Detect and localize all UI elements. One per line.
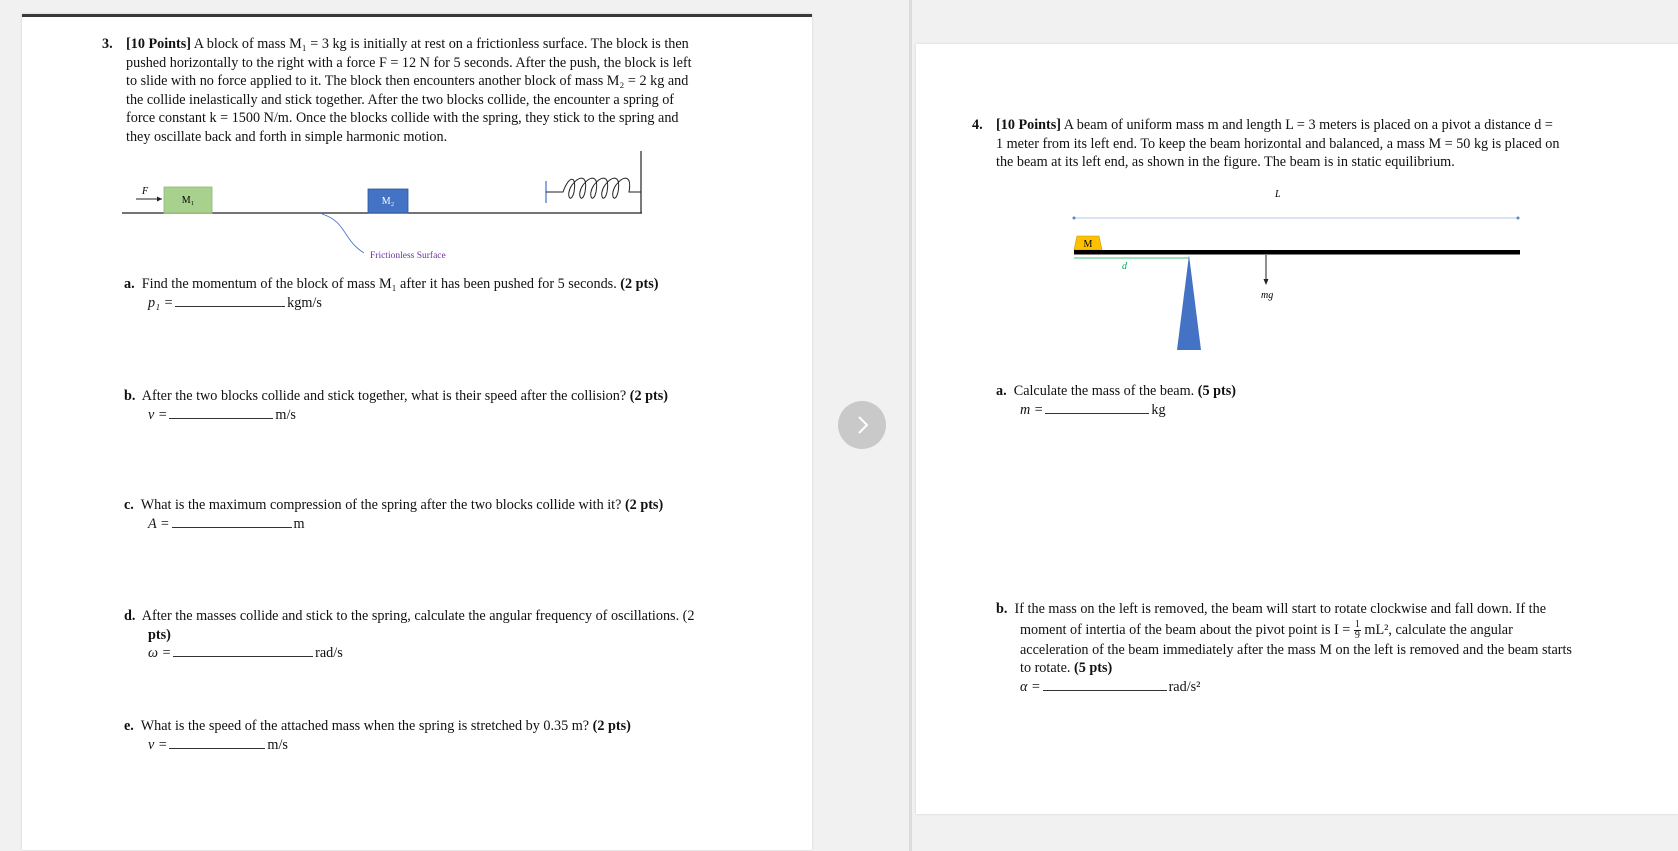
q3-figure [122,147,662,267]
part-text: moment of intertia of the beam about the pivot point is I = [1020,621,1351,638]
part-points: (5 pts) [1197,383,1236,399]
block-m2-label: M₂ [381,196,395,207]
q3-number: 3. [102,36,113,52]
part-text: What is the maximum compression of the spring after the two blocks collide with it? [140,497,622,513]
fraction: $\frac{1}{9}$ [1354,618,1360,641]
q3-line: the collide inelastically and stick together. After the two blocks collide, the encounter a spring of [126,91,675,108]
page-gap [909,0,912,851]
q4-number: 4. [972,117,983,133]
q4-line: the beam at its left end, as shown in the figure. The beam is in static equilibrium. [996,154,1455,171]
answer-variable: ω = [148,645,172,662]
part-letter: b. [124,388,136,404]
q4-points: [10 Points] [996,117,1062,133]
chevron-right-icon [851,414,873,436]
part-text: If the mass on the left is removed, the beam will start to rotate clockwise and fall down. If the [1014,601,1547,617]
q3-part-c [124,496,804,533]
surface-label: Frictionless Surface [370,251,446,261]
spring-coil [546,178,641,198]
surface-annotation-line [322,214,364,253]
part-text: acceleration of the beam immediately after the mass M on the left is removed and the beam starts [1020,641,1572,658]
length-arrowhead-left [1073,217,1076,220]
length-label: L [1275,189,1281,200]
part-points: (2 pts) [592,718,631,734]
q3-part-e [124,717,804,754]
answer-blank[interactable] [1043,678,1167,691]
q3-part-a [124,275,804,312]
q3-line: they oscillate back and forth in simple harmonic motion. [126,128,448,145]
part-text: After the masses collide and stick to the spring, calculate the angular frequency of oscillations. (2 [141,608,695,624]
q4-figure [1066,184,1526,359]
distance-label: d [1122,261,1127,272]
part-text: to rotate. [1020,660,1071,677]
answer-unit: rad/s² [1168,679,1201,696]
part-points: (5 pts) [1073,660,1113,677]
q3-part-b [124,387,804,424]
weight-arrowhead [1264,279,1269,285]
answer-variable: A = [148,515,170,532]
answer-blank[interactable] [169,736,265,749]
part-letter: e. [124,718,134,734]
answer-blank[interactable] [173,644,313,657]
answer-variable: v = [148,736,168,753]
mass-m-label: M [1083,239,1093,250]
answer-variable: m = [1020,401,1044,418]
weight-label: mg [1261,290,1274,301]
answer-unit: m/s [267,736,288,753]
answer-unit: kg [1151,401,1166,418]
part-points: (2 pts) [620,276,659,292]
q3-part-d [124,607,804,663]
answer-variable: α = [1020,679,1041,696]
q3-line: to slide with no force applied to it. The block then encounters another block of mass M₂ = 2 kg and [126,73,689,90]
q3-statement [102,35,742,147]
answer-variable: p₁ = [148,294,174,311]
q4-part-b [996,600,1636,697]
part-text: mL², calculate the angular [1364,621,1513,638]
answer-unit: rad/s [315,645,343,662]
document-page-right [916,44,1678,814]
part-points: (2 pts) [629,388,668,404]
q4-statement [972,116,1612,172]
part-letter: b. [996,601,1008,617]
part-letter: a. [996,383,1007,399]
pivot [1177,255,1201,350]
answer-unit: m/s [275,406,296,423]
part-letter: d. [124,608,136,624]
part-text: Find the momentum of the block of mass M₁ after it has been pushed for 5 seconds. [141,276,617,292]
part-points: (2 pts) [624,497,664,513]
part-letter: c. [124,497,134,513]
part-letter: a. [124,276,135,292]
q4-line: 1 meter from its left end. To keep the beam horizontal and balanced, a mass M = 50 kg is placed on [996,135,1560,152]
q3-line: force constant k = 1500 N/m. Once the blocks collide with the spring, they stick to the spring and [126,110,679,127]
document-page-left [22,14,812,850]
q3-line: pushed horizontally to the right with a force F = 12 N for 5 seconds. After the push, the block is left [126,54,692,71]
length-arrowhead-right [1517,217,1520,220]
part-text: Calculate the mass of the beam. [1013,383,1195,399]
next-page-button[interactable] [838,401,886,449]
force-label: F [142,186,149,197]
part-text: What is the speed of the attached mass when the spring is stretched by 0.35 m? [140,718,590,734]
answer-unit: m [293,515,305,532]
q3-points: [10 Points] [126,36,192,52]
answer-blank[interactable] [172,515,292,528]
part-text: After the two blocks collide and stick together, what is their speed after the collision? [141,388,627,404]
answer-variable: v = [148,406,168,423]
q4-part-a [996,382,1636,419]
part-points: pts) [148,626,171,643]
beam [1074,250,1520,255]
answer-blank[interactable] [1045,401,1149,414]
answer-unit: kgm/s [287,294,322,311]
force-arrowhead [157,197,162,202]
answer-blank[interactable] [175,294,285,307]
q4-line: [10 Points] A beam of uniform mass m and length L = 3 meters is placed on a pivot a distance d = [996,117,1553,133]
q3-line: [10 Points] A block of mass M₁ = 3 kg is initially at rest on a frictionless surface. The block is then [126,36,689,52]
answer-blank[interactable] [169,406,273,419]
block-m1-label: M₁ [181,195,195,206]
